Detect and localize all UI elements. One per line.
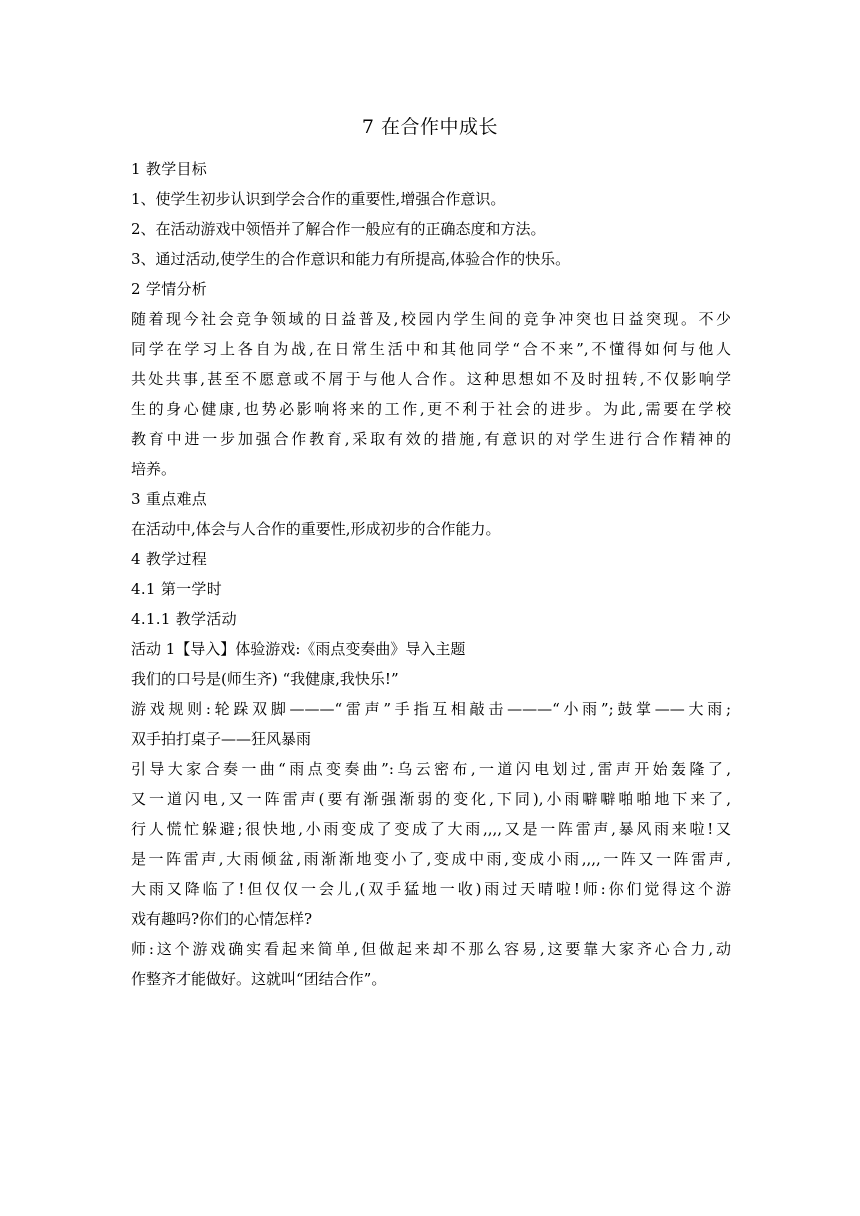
paragraph-line: 大雨又降临了!但仅仅一会儿,(双手猛地一收)雨过天晴啦!师:你们觉得这个游 bbox=[131, 880, 731, 898]
analysis-paragraph bbox=[131, 304, 731, 484]
subsection-heading-first-lesson: 4.1 第一学时 bbox=[131, 580, 223, 598]
paragraph-line: 引导大家合奏一曲“雨点变奏曲”:乌云密布,一道闪电划过,雷声开始轰隆了, bbox=[131, 760, 731, 778]
paragraph-line: 随着现今社会竞争领域的日益普及,校园内学生间的竞争冲突也日益突现。不少 bbox=[131, 310, 731, 328]
subsection-heading-activities: 4.1.1 教学活动 bbox=[131, 610, 237, 628]
paragraph-line: 作整齐才能做好。这就叫“团结合作”。 bbox=[131, 970, 387, 988]
teacher-paragraph bbox=[131, 934, 731, 994]
document-title: 7 在合作中成长 bbox=[361, 116, 499, 138]
paragraph-line: 又一道闪电,又一阵雷声(要有渐强渐弱的变化,下同),小雨噼噼啪啪地下来了, bbox=[131, 790, 731, 808]
section-heading-key-points: 3 重点难点 bbox=[131, 490, 208, 508]
paragraph-line: 行人慌忙躲避;很快地,小雨变成了变成了大雨,,,,又是一阵雷声,暴风雨来啦!又 bbox=[131, 820, 731, 838]
paragraph-line: 共处共事,甚至不愿意或不屑于与他人合作。这种思想如不及时扭转,不仅影响学 bbox=[131, 370, 731, 388]
section-heading-analysis: 2 学情分析 bbox=[131, 280, 208, 298]
objective-item: 2、在活动游戏中领悟并了解合作一般应有的正确态度和方法。 bbox=[131, 220, 546, 238]
objective-item: 1、使学生初步认识到学会合作的重要性,增强合作意识。 bbox=[131, 190, 506, 208]
paragraph-line: 是一阵雷声,大雨倾盆,雨渐渐地变小了,变成中雨,变成小雨,,,,一阵又一阵雷声, bbox=[131, 850, 731, 868]
key-point-text: 在活动中,体会与人合作的重要性,形成初步的合作能力。 bbox=[131, 520, 501, 538]
section-heading-objectives: 1 教学目标 bbox=[131, 160, 208, 178]
paragraph-line: 游戏规则:轮跺双脚———“雷声”手指互相敲击———“小雨”;鼓掌——大雨; bbox=[131, 700, 731, 718]
paragraph-line: 同学在学习上各自为战,在日常生活中和其他同学“合不来”,不懂得如何与他人 bbox=[131, 340, 731, 358]
rules-paragraph bbox=[131, 694, 731, 754]
paragraph-line: 师:这个游戏确实看起来简单,但做起来却不那么容易,这要靠大家齐心合力,动 bbox=[131, 940, 731, 958]
paragraph-line: 戏有趣吗?你们的心情怎样? bbox=[131, 910, 313, 928]
paragraph-line: 双手拍打桌子——狂风暴雨 bbox=[131, 730, 312, 748]
document-body bbox=[131, 154, 731, 994]
paragraph-line: 培养。 bbox=[131, 460, 177, 478]
slogan-text: 我们的口号是(师生齐) “我健康,我快乐!” bbox=[131, 670, 399, 688]
activity-title: 活动 1【导入】体验游戏:《雨点变奏曲》导入主题 bbox=[131, 640, 466, 658]
guide-paragraph bbox=[131, 754, 731, 934]
section-heading-process: 4 教学过程 bbox=[131, 550, 208, 568]
paragraph-line: 生的身心健康,也势必影响将来的工作,更不利于社会的进步。为此,需要在学校 bbox=[131, 400, 731, 418]
objective-item: 3、通过活动,使学生的合作意识和能力有所提高,体验合作的快乐。 bbox=[131, 250, 571, 268]
paragraph-line: 教育中进一步加强合作教育,采取有效的措施,有意识的对学生进行合作精神的 bbox=[131, 430, 731, 448]
